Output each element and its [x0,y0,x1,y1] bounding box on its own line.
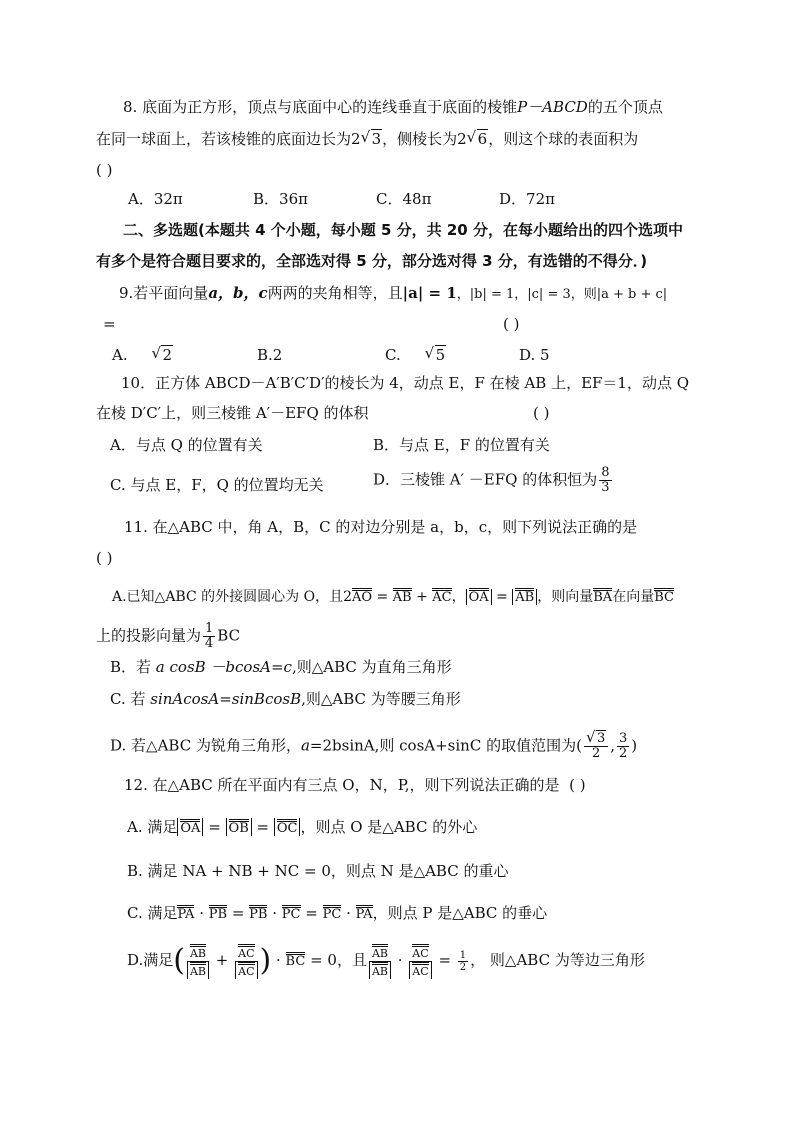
q12-option-b: B. 满足 NA + NB + NC = 0，则点 N 是△ABC 的重心 [127,862,509,880]
q9-option-b: B.2 [257,346,283,364]
q12-line1 [124,774,586,796]
q9-option-c [385,344,446,366]
q8-option-a: A．32π [128,190,183,208]
q12-b-expr: NA + NB + NC = 0 [182,862,331,880]
vector-ob: OB [228,821,249,836]
vector-oc: OC [276,821,298,836]
q8-option-d: D．72π [499,190,555,208]
vector-bc: BC [654,590,674,605]
section2-heading-line1: 二、多选题(本题共 4 个小题，每小题 5 分，共 20 分，在每小题给出的四个选项中 [123,221,683,239]
q8-base-coef: 2 [351,130,361,148]
vector-pa: PA [177,907,195,922]
q11-c-expr: sinAcosA=sinBcosB [150,690,302,708]
q11-option-d: D. 若△ABC 为锐角三角形，a=2bsinA,则 cosA+sinC 的取值范围为( √ $\frac{3}{2}$ , $\frac{3}{2}$ ) [110,732,637,761]
q11-a-vector-bc: BC [217,626,241,645]
q9-option-a [112,344,173,366]
q8-option-c: C．48π [376,190,432,208]
q9-text-b: 两两的夹角相等，且 [267,284,403,302]
vector-ba: BA [593,590,613,605]
q11-a-text: A.已知△ABC 的外接圆圆心为 O，且2 [112,589,352,605]
q11-option-c: C. 若 sinAcosA=sinBcosB,则△ABC 为等腰三角形 [110,690,461,708]
q10-line2: 在棱 D′C′上，则三棱锥 A′－EFQ 的体积 [96,404,369,422]
q9-text-a: 9.若平面向量 [119,284,209,302]
vector-pb: PB [249,907,268,922]
q8-text-1-end: 的五个顶点 [587,98,663,116]
abs-ab: AB [512,589,537,605]
q8-option-b: B．36π [253,190,308,208]
fraction-3-2: $\frac{3}{2}$ [619,731,628,761]
sqrt-6: √ 6 [467,128,489,150]
q8-text-1: 8. 底面为正方形，顶点与底面中心的连线垂直于底面的棱锥 [123,98,518,116]
q11-b-expr: a cosB －bcosA=c [155,658,292,676]
sqrt-3: √ 3 [361,128,383,150]
q11-paren: ( ) [96,549,113,567]
q10-option-c: C. 与点 E，F，Q 的位置均无关 [110,476,324,494]
q9-option-c-label: C. [385,346,401,364]
q8-edge-coef: 2 [457,130,467,148]
q9-paren: ( ) [503,315,520,333]
q11-line1: 11. 在△ABC 中，角 A，B，C 的对边分别是 a，b，c，则下列说法正确的是 [124,518,638,536]
vector-oa: OA [180,821,201,836]
q12-option-a: A. 满足 OA = OB = OC ，则点 O 是△ABC 的外心 [127,818,478,836]
q10-option-b: B．与点 E，F 的位置有关 [373,436,550,454]
q8-paren: ( ) [96,161,113,179]
q10-option-a: A．与点 Q 的位置有关 [110,436,263,454]
vector-pc: PC [281,907,301,922]
q12-option-d: D.满足( $\frac{AB}{AB}$ + $\frac{AC}{AC}$ ) · BC = 0，且 $\frac{AB}{AB}$ · $\frac{AC}{AC}$ = $\frac{1}{2}$ ， 则△ABC 为等边三角形 [127,943,645,978]
fraction-1-2: $\frac{1}{2}$ [459,949,467,973]
q10-option-d-text: D．三棱锥 A′ －EFQ 的体积恒为 [373,470,598,489]
q9-text-c: ，|b| = 1，|c| = 3，则|a + b + c| [456,287,668,302]
q11-a-line2-text: 上的投影向量为 [96,626,202,645]
q11-option-a-line1: A.已知△ABC 的外接圆圆心为 O，且2AO = AB + AC， OA = AB ，则向量BA在向量BC [112,589,674,605]
q9-line1 [119,282,667,306]
q10-line1: 10．正方体 ABCD－A′B′C′D′的棱长为 4，动点 E，F 在棱 AB 上，EF＝1，动点 Q [121,374,690,392]
q12-option-c: C. 满足PA · PB = PB · PC = PC · PA，则点 P 是△ABC 的垂心 [127,904,548,922]
q8-line2 [96,128,638,150]
q12-paren: ( ) [569,776,586,794]
vector-ao: AO [351,590,373,605]
q10-option-d [373,466,614,495]
section2-heading-line2: 有多个是符合题目要求的，全部选对得 5 分，部分选对得 3 分，有选错的不得分．) [96,252,648,270]
vector-ab: AB [392,590,412,605]
q9-option-d: D. 5 [519,346,550,364]
q8-line1 [123,96,663,118]
unit-vector-ab: $\frac{AB}{AB}$ [187,944,209,979]
q9-eq: = [103,315,116,333]
q11-option-a-line2 [96,622,240,651]
sqrt-2: √ 2 [151,344,173,366]
q9-abs-a: |a| = 1 [402,284,457,302]
q11-a-text-c: 在向量 [612,589,655,605]
vector-ac: AC [432,590,452,605]
q11-option-b: B．若 a cosB －bcosA=c,则△ABC 为直角三角形 [110,658,452,676]
q9-option-a-label: A. [112,346,128,364]
q9-vars: a，b，c [208,284,268,302]
q10-paren: ( ) [533,404,550,422]
fraction-sqrt3-2: √ $\frac{3}{2}$ [584,732,608,761]
unit-vector-ac: $\frac{AC}{AC}$ [235,944,257,979]
q8-text-2a: 在同一球面上，若该棱锥的底面边长为 [96,130,352,148]
q8-text-2b: ，侧棱长为 [382,130,458,148]
sqrt-5: √ 5 [425,344,447,366]
abs-oa: OA [466,589,492,605]
vector-bc-d: BC [285,954,306,969]
q8-text-2c: ，则这个球的表面积为 [488,130,639,148]
q12-text: 12. 在△ABC 所在平面内有三点 O，N，P,，则下列说法正确的是 [124,776,560,794]
q11-a-text-b: ，则向量 [537,589,594,605]
fraction-8-3: $\frac{8}{3}$ [601,465,610,495]
q8-pyramid: P－ABCD [517,98,588,116]
fraction-1-4: $\frac{1}{4}$ [205,621,214,651]
